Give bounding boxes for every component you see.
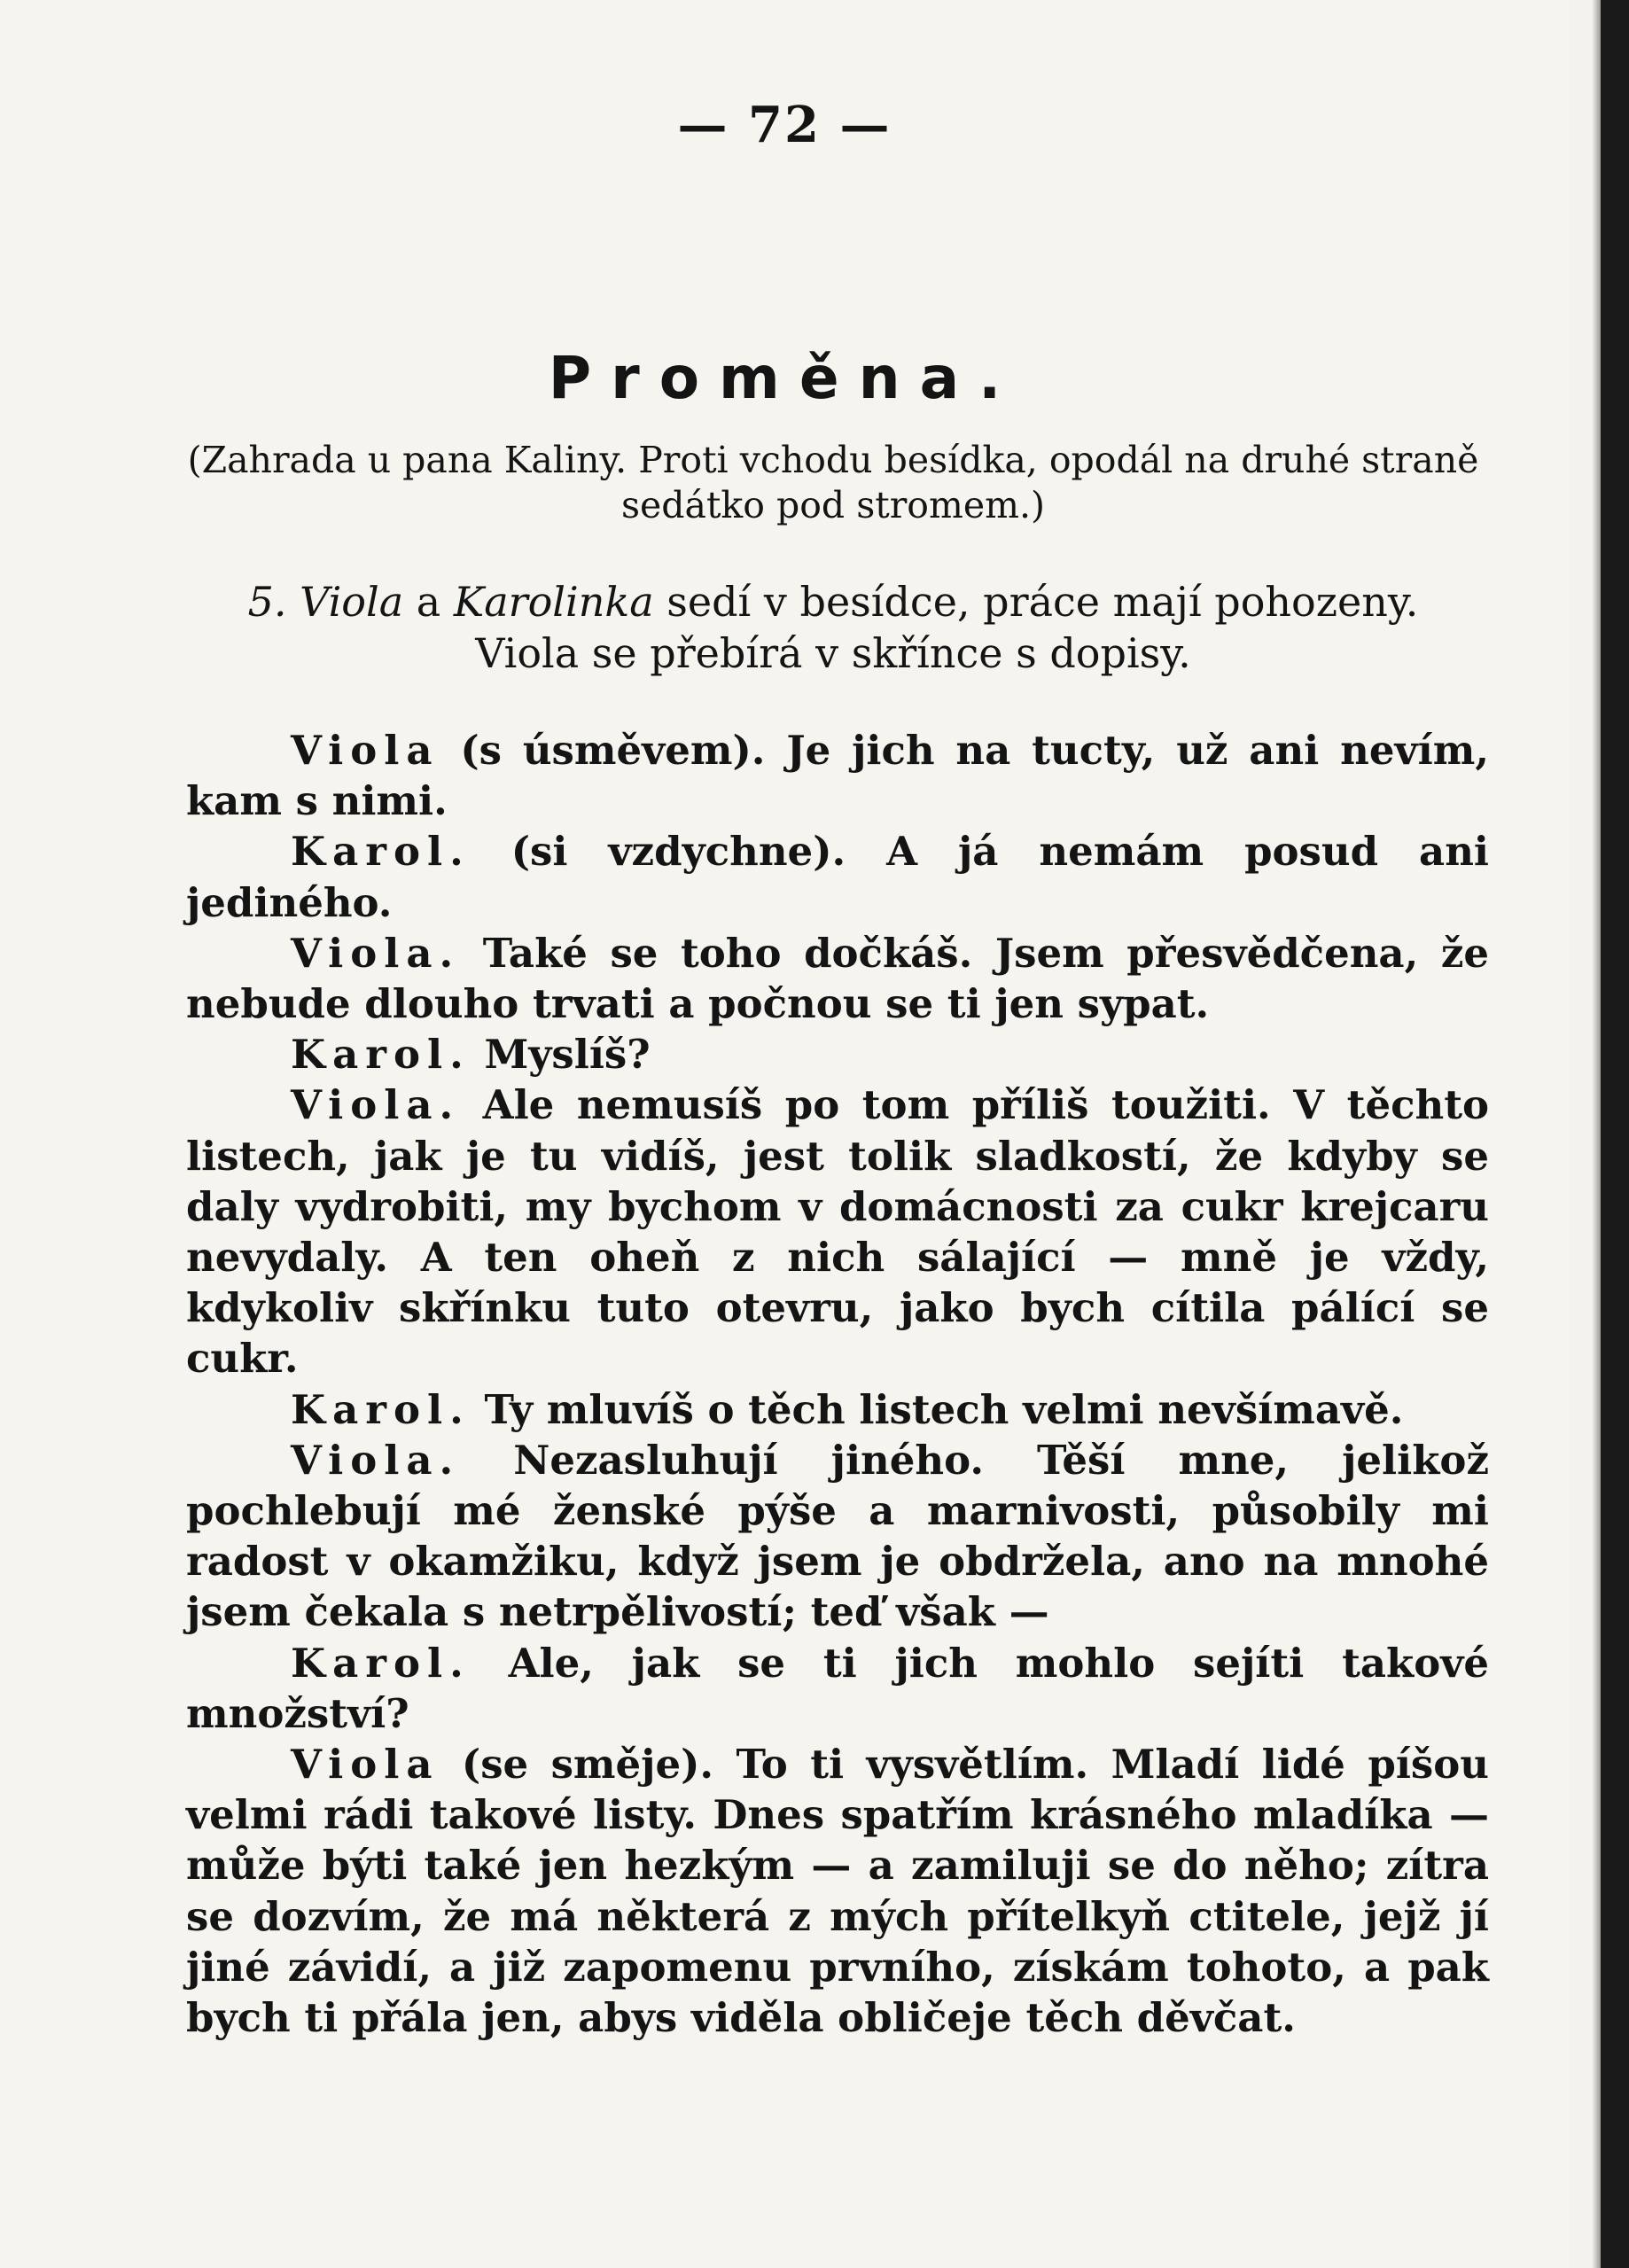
dialogue-line: [186, 1384, 1489, 1435]
dialogue-line: [186, 1638, 1489, 1739]
speaker-name: Viola: [291, 727, 440, 774]
speaker-name: Viola.: [291, 1436, 461, 1484]
page-title: Proměna.: [548, 344, 1021, 412]
dialogue-text: Ty mluvíš o těch listech velmi nevšímavě.: [484, 1385, 1404, 1433]
dialogue-line: [186, 1435, 1489, 1638]
scene-text-line-2: Viola se přebírá v skřínce s dopisy.: [475, 629, 1191, 677]
speaker-name: Karol.: [291, 1639, 471, 1687]
speaker-name: Viola: [291, 1741, 440, 1789]
speaker-name: Karol.: [291, 828, 471, 876]
dialogue-line: [186, 725, 1489, 826]
dialogue-line: [186, 1739, 1489, 2043]
scene-heading: [177, 576, 1489, 679]
scene-character-2: Karolinka: [453, 578, 654, 626]
dialogue-line: [186, 826, 1489, 927]
dialogue-text: Ale, jak se ti jich mohlo sejíti takové množství?: [186, 1639, 1489, 1737]
dialogue-block: [186, 725, 1489, 2043]
speaker-name: Karol.: [291, 1385, 471, 1433]
scene-character-1: Viola: [300, 578, 404, 626]
speaker-name: Viola.: [291, 929, 461, 977]
dialogue-text: Také se toho dočkáš. Jsem přesvědčena, že nebude dlouho trvati a počnou se ti jen sypat.: [186, 929, 1490, 1028]
scene-conjunction: a: [416, 578, 441, 626]
dialogue-line: [186, 928, 1489, 1029]
speaker-name: Viola.: [291, 1081, 461, 1129]
dialogue-text: Ale nemusíš po tom příliš toužiti. V těchto listech, jak je tu vidíš, jest tolik sladkostí, že kdyby se daly vydrobiti, my bychom v domácnosti za cukr krejcaru nevydaly. A ten oheň z nich sálající — mně je vždy, kdykoliv skřínku tuto otevru, jako bych cítila pálící se cukr.: [186, 1081, 1489, 1383]
dialogue-text: (si vzdychne). A já nemám posud ani jediného.: [186, 828, 1490, 926]
dialogue-text: Nezasluhují jiného. Těší mne, jelikož pochlebují mé ženské pýše a marnivosti, působily mi radost v okamžiku, když jsem je obdržela, ano na mnohé jsem čekala s netrpělivostí; teď však —: [186, 1436, 1489, 1636]
dialogue-text: (s úsměvem). Je jich na tucty, už ani nevím, kam s nimi.: [186, 727, 1489, 825]
dialogue-line: [186, 1029, 1489, 1079]
dialogue-text: (se směje). To ti vysvětlím. Mladí lidé píšou velmi rádi takové listy. Dnes spatřím krásného mladíka — může býti také jen hezkým — a zamiluji se do něho; zítra se dozvím, že má některá z mých přítelkyň ctitele, jejž jí jiné závidí, a již zapomenu prvního, získám tohoto, a pak bych ti přála jen, abys viděla obličeje těch děvčat.: [186, 1741, 1489, 2042]
scene-text-line-1: sedí v besídce, práce mají pohozeny.: [666, 578, 1419, 626]
speaker-name: Karol.: [291, 1031, 471, 1079]
dialogue-line: [186, 1079, 1489, 1383]
scene-number: 5.: [247, 578, 287, 626]
page-number: — 72 —: [677, 96, 892, 154]
scan-border: [1601, 0, 1629, 2268]
stage-direction: (Zahrada u pana Kaliny. Proti vchodu besídka, opodál na druhé straně sedátko pod stromem.): [187, 439, 1479, 526]
dialogue-text: Myslíš?: [484, 1031, 651, 1079]
page-edge-shadow: [1592, 0, 1601, 2268]
